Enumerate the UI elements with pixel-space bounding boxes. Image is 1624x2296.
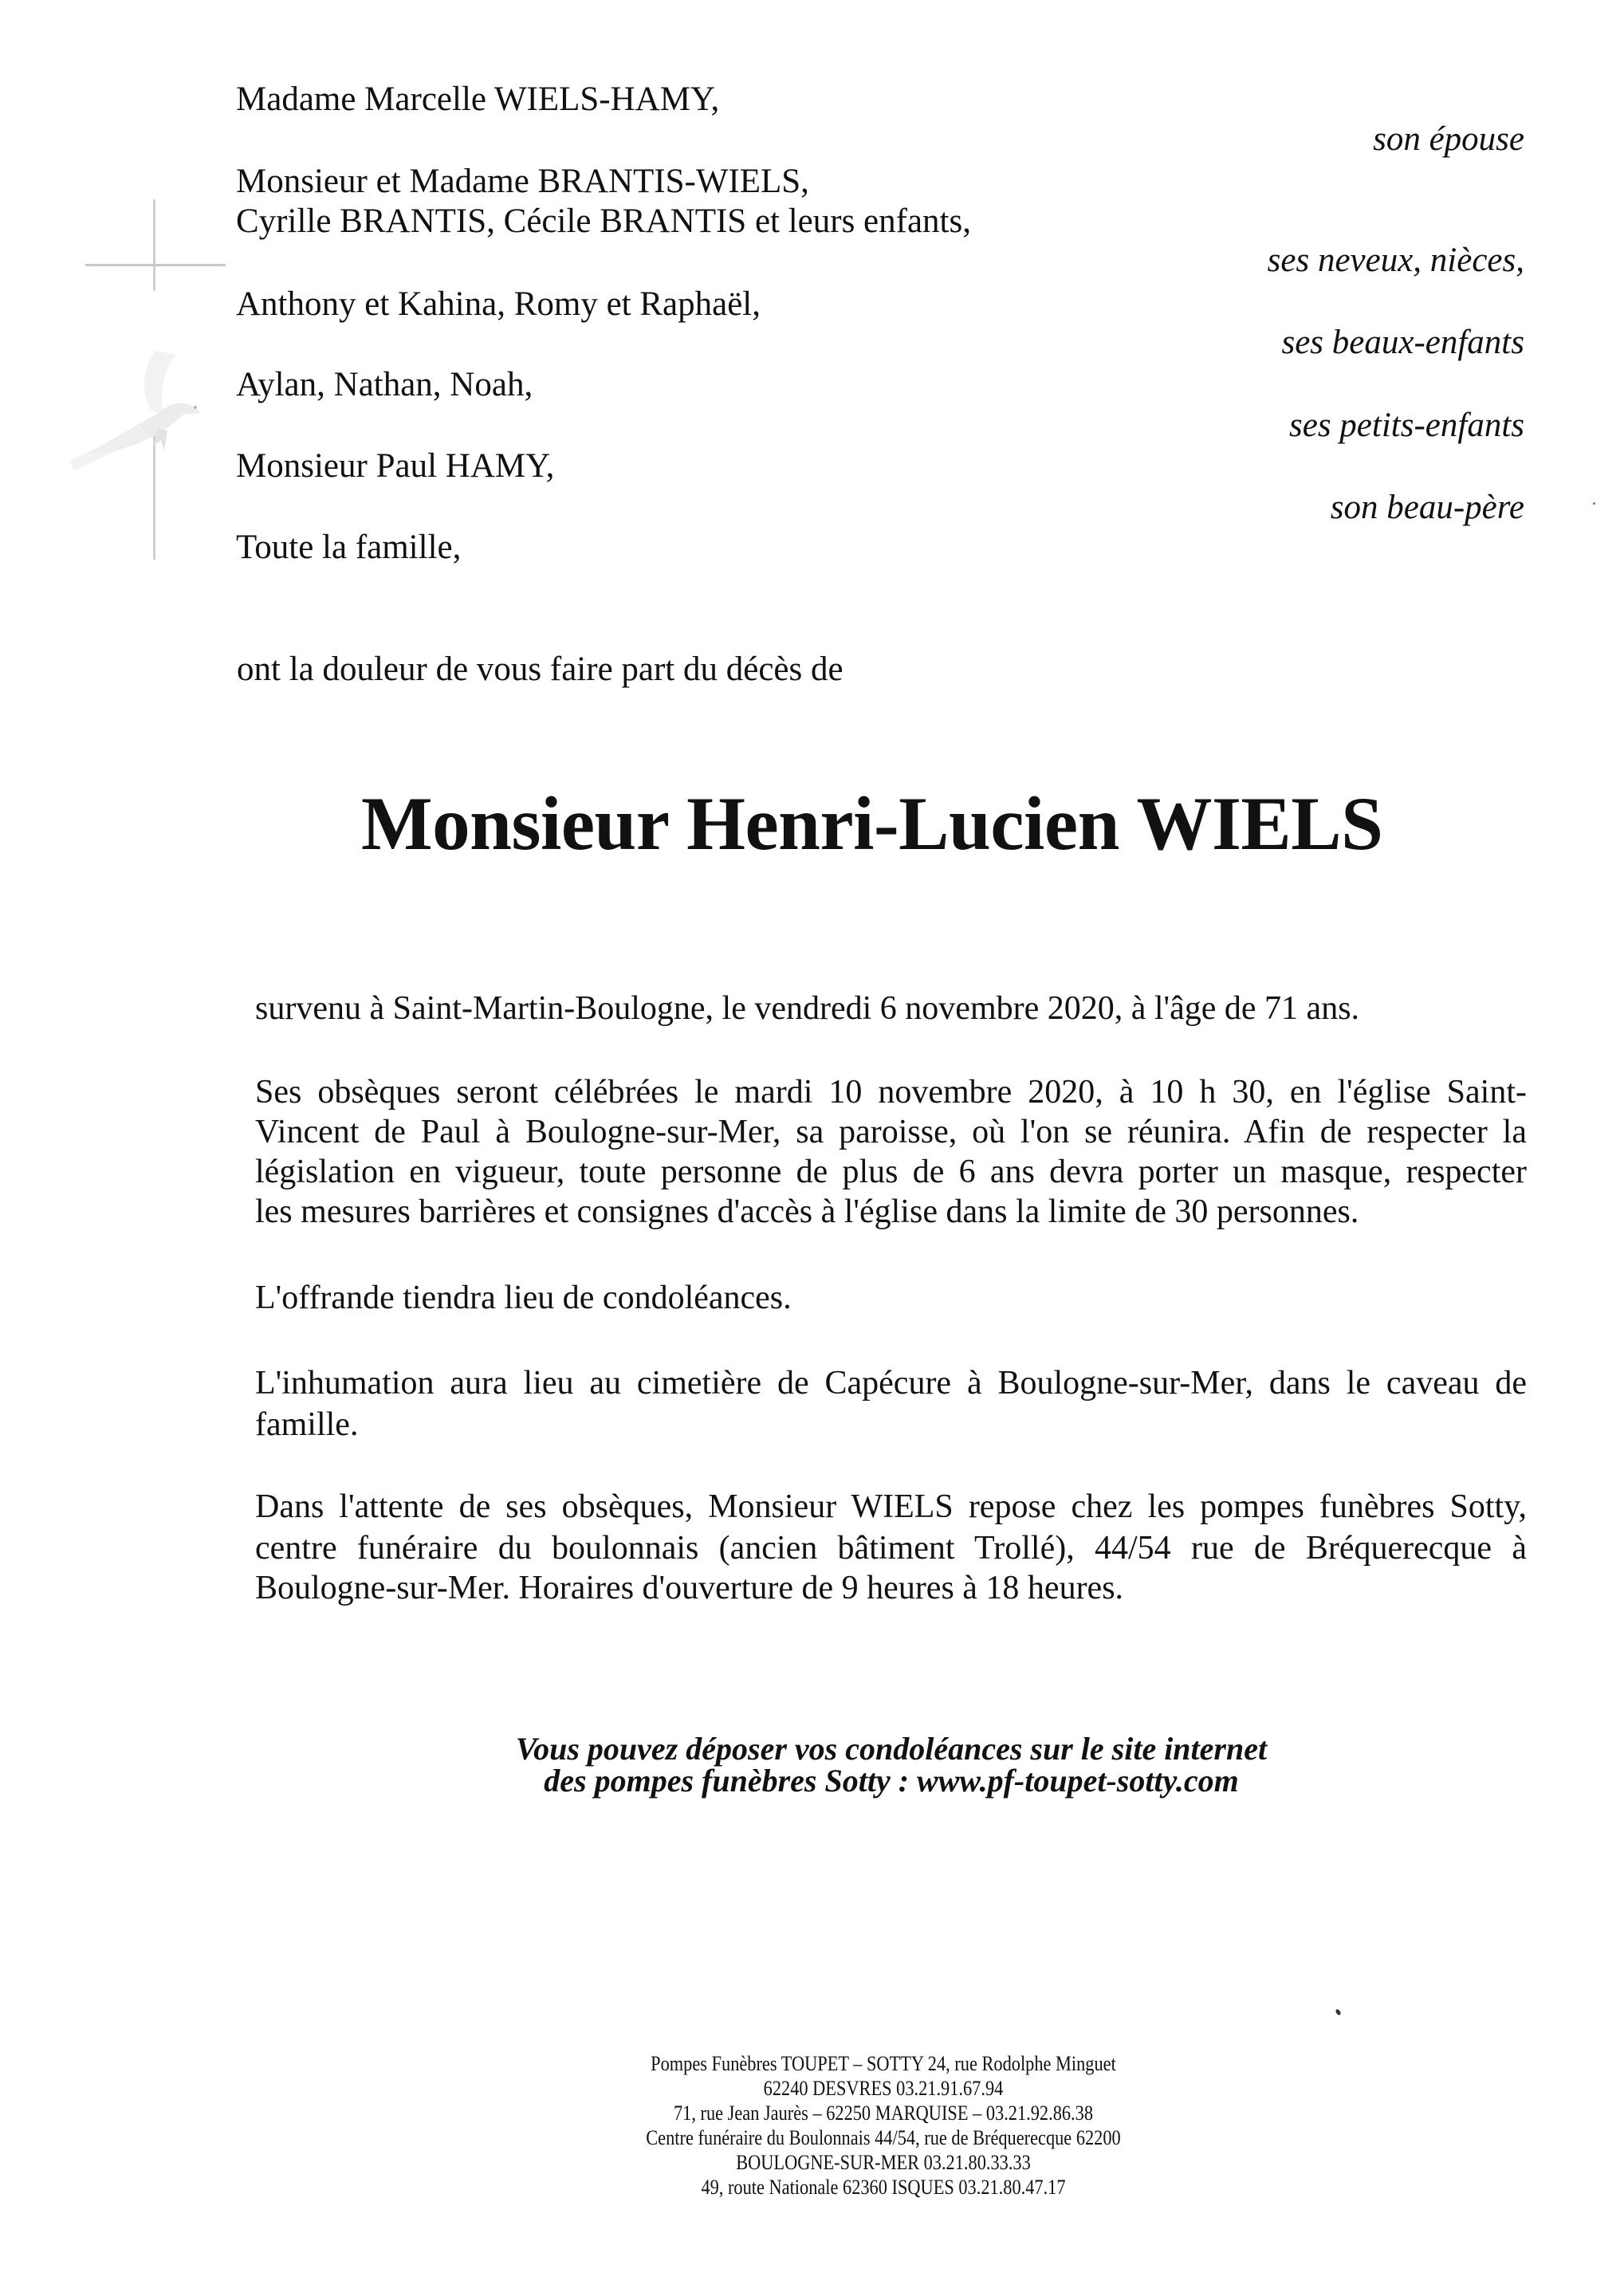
- family-name-line: Toute la famille,: [236, 529, 462, 566]
- cross-vertical-upper: [153, 199, 155, 291]
- family-relation: ses neveux, nièces,: [1267, 242, 1524, 279]
- deceased-name: Monsieur Henri-Lucien WIELS: [361, 781, 1383, 866]
- dove-icon: [64, 335, 215, 470]
- cross-horizontal: [85, 264, 226, 266]
- family-relation: ses beaux-enfants: [1281, 324, 1524, 361]
- condolences-website-line[interactable]: des pompes funèbres Sotty : www.pf-toupet-sotty.com: [544, 1763, 1239, 1799]
- announcement-intro: ont la douleur de vous faire part du décès de: [237, 651, 843, 688]
- family-name-line: Aylan, Nathan, Noah,: [236, 366, 533, 403]
- funeral-details-line: Vincent de Paul à Boulogne-sur-Mer, sa paroisse, où l'on se réunira. Afin de respecter la: [255, 1114, 1527, 1150]
- footer-line: Pompes Funèbres TOUPET – SOTTY 24, rue Rodolphe Minguet: [651, 2052, 1116, 2075]
- funeral-details-line: Ses obsèques seront célébrées le mardi 10 novembre 2020, à 10 h 30, en l'église Saint-: [255, 1074, 1527, 1111]
- family-name-line: Madame Marcelle WIELS-HAMY,: [236, 81, 720, 118]
- death-details: survenu à Saint-Martin-Boulogne, le vendredi 6 novembre 2020, à l'âge de 71 ans.: [255, 990, 1360, 1027]
- family-name-line: Monsieur Paul HAMY,: [236, 447, 555, 485]
- viewing-details-line: Dans l'attente de ses obsèques, Monsieur WIELS repose chez les pompes funèbres Sotty,: [255, 1488, 1527, 1525]
- scan-speck: [1335, 2008, 1342, 2015]
- viewing-details-line: centre funéraire du boulonnais (ancien bâtiment Trollé), 44/54 rue de Bréquerecque à: [255, 1530, 1527, 1567]
- family-name-line: Monsieur et Madame BRANTIS-WIELS,: [236, 163, 809, 200]
- burial-details-line: L'inhumation aura lieu au cimetière de Capécure à Boulogne-sur-Mer, dans le caveau de: [255, 1365, 1527, 1402]
- condolences-note-line: Vous pouvez déposer vos condoléances sur le site internet: [515, 1731, 1268, 1767]
- footer-line: Centre funéraire du Boulonnais 44/54, rue de Bréquerecque 62200: [646, 2126, 1121, 2149]
- family-name-line: Cyrille BRANTIS, Cécile BRANTIS et leurs enfants,: [236, 202, 971, 240]
- family-relation: son beau-père: [1330, 489, 1524, 526]
- offering-note: L'offrande tiendra lieu de condoléances.: [255, 1280, 792, 1316]
- funeral-details-line: législation en vigueur, toute personne de plus de 6 ans devra porter un masque, respecter: [255, 1154, 1527, 1190]
- family-relation: ses petits-enfants: [1289, 407, 1524, 444]
- family-name-line: Anthony et Kahina, Romy et Raphaël,: [236, 285, 761, 323]
- burial-details-line: famille.: [255, 1406, 359, 1443]
- viewing-details-line: Boulogne-sur-Mer. Horaires d'ouverture de 9 heures à 18 heures.: [255, 1570, 1124, 1606]
- footer-line: 71, rue Jean Jaurès – 62250 MARQUISE – 03.21.92.86.38: [673, 2101, 1094, 2125]
- funeral-details-line: les mesures barrières et consignes d'accès à l'église dans la limite de 30 personnes.: [255, 1193, 1359, 1230]
- footer-line: 49, route Nationale 62360 ISQUES 03.21.80.47.17: [701, 2176, 1066, 2199]
- family-relation: son épouse: [1373, 120, 1524, 158]
- funeral-home-footer: [582, 2051, 1186, 2200]
- scan-speck: [1593, 502, 1595, 505]
- footer-line: 62240 DESVRES 03.21.91.67.94: [763, 2077, 1004, 2100]
- footer-line: BOULOGNE-SUR-MER 03.21.80.33.33: [736, 2151, 1031, 2174]
